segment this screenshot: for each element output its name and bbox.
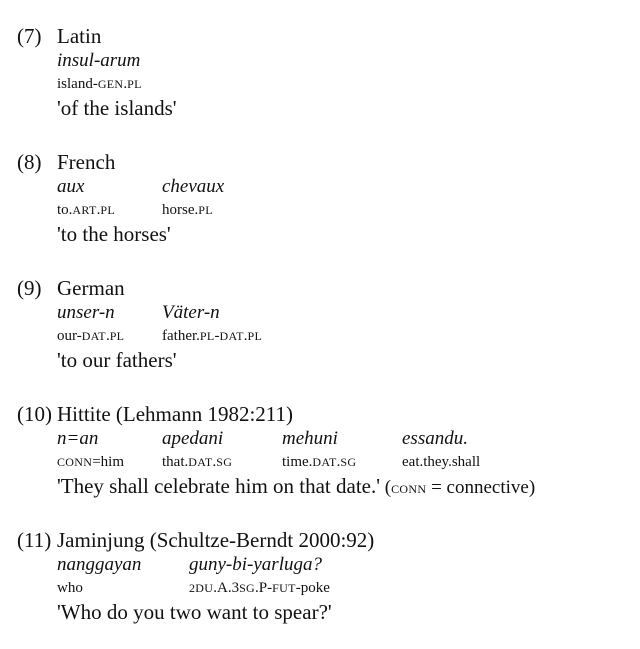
free-translation: 'to the horses' <box>57 222 171 246</box>
abbreviation-note <box>380 477 535 498</box>
free-translation: 'of the islands' <box>57 96 177 120</box>
interlinear-gloss <box>57 174 632 247</box>
gloss-line <box>57 325 632 347</box>
interlinear-gloss <box>57 552 632 625</box>
word: essandu. <box>402 428 468 449</box>
free-translation: 'to our fathers' <box>57 348 177 372</box>
gloss-segment: . <box>105 328 110 344</box>
language-name: Latin <box>57 24 102 48</box>
example-header <box>17 150 632 174</box>
word: unser-n <box>57 302 115 323</box>
word-line <box>57 174 632 199</box>
small-caps-abbreviation: 2DU <box>189 581 214 595</box>
gloss <box>57 577 83 599</box>
gloss <box>162 199 213 221</box>
gloss-segment: = connective) <box>426 477 536 498</box>
gloss <box>57 73 142 95</box>
word: mehuni <box>282 428 338 449</box>
example-number: (9) <box>17 276 42 300</box>
gloss-segment: eat.they.shall <box>402 454 481 470</box>
gloss <box>57 325 124 347</box>
gloss-segment: island- <box>57 76 98 92</box>
small-caps-abbreviation: ART <box>72 203 97 217</box>
word: n=an <box>57 428 99 449</box>
example-number: (10) <box>17 402 52 426</box>
small-caps-abbreviation: PL <box>198 203 213 217</box>
gloss-segment: that. <box>162 454 189 470</box>
word: chevaux <box>162 176 225 197</box>
gloss <box>402 451 480 473</box>
small-caps-abbreviation: DAT <box>81 329 106 343</box>
gloss-segment: to. <box>57 202 73 218</box>
small-caps-abbreviation: DAT <box>188 455 213 469</box>
gloss-segment: father. <box>162 328 200 344</box>
gloss-segment: =him <box>92 454 124 470</box>
small-caps-abbreviation: PL <box>199 329 215 343</box>
gloss-line <box>57 577 632 599</box>
word: Väter-n <box>162 302 220 323</box>
word: nanggayan <box>57 554 142 575</box>
gloss-segment: time. <box>282 454 313 470</box>
translation-text: 'They shall celebrate him on that date.' <box>57 474 381 498</box>
example-number: (8) <box>17 150 42 174</box>
language-name: French <box>57 150 116 174</box>
free-translation: 'Who do you two want to spear?' <box>57 600 332 624</box>
small-caps-abbreviation: SG <box>239 581 256 595</box>
word: apedani <box>162 428 224 449</box>
small-caps-abbreviation: DAT <box>219 329 244 343</box>
example-number: (11) <box>17 528 52 552</box>
gloss-line <box>57 451 632 473</box>
small-caps-abbreviation: PL <box>100 203 115 217</box>
free-translation <box>57 473 632 502</box>
example-number: (7) <box>17 24 42 48</box>
gloss <box>162 325 262 347</box>
interlinear-gloss <box>57 426 632 502</box>
word: guny-bi-yarluga? <box>189 554 322 575</box>
gloss-segment: .A.3 <box>213 580 240 596</box>
gloss-line <box>57 199 632 221</box>
small-caps-abbreviation: PL <box>127 77 142 91</box>
gloss <box>57 451 124 473</box>
example-header <box>17 24 632 48</box>
word-line <box>57 48 632 73</box>
gloss-segment: -poke <box>295 580 330 596</box>
small-caps-abbreviation: SG <box>216 455 233 469</box>
gloss-segment: . <box>212 454 217 470</box>
language-name: Hittite (Lehmann 1982:211) <box>57 402 294 426</box>
gloss-segment: - <box>214 328 220 344</box>
example-7 <box>17 24 632 121</box>
gloss-segment: . <box>336 454 341 470</box>
gloss-segment: our- <box>57 328 82 344</box>
gloss <box>282 451 356 473</box>
word-line <box>57 300 632 325</box>
example-11 <box>17 528 632 625</box>
example-header <box>17 528 632 552</box>
gloss-segment: . <box>96 202 101 218</box>
word: insul-arum <box>57 50 141 71</box>
small-caps-abbreviation: PL <box>109 329 125 343</box>
language-name: Jaminjung (Schultze-Berndt 2000:92) <box>57 528 375 552</box>
small-caps-abbreviation: PL <box>247 329 263 343</box>
small-caps-abbreviation: FUT <box>272 581 296 595</box>
gloss <box>189 577 330 599</box>
small-caps-abbreviation: SG <box>340 455 357 469</box>
interlinear-gloss <box>57 300 632 373</box>
example-10 <box>17 402 632 502</box>
word: aux <box>57 176 85 197</box>
gloss-segment: horse. <box>162 202 199 218</box>
gloss-segment: . <box>243 328 248 344</box>
word-line <box>57 426 632 451</box>
gloss-segment: . <box>123 76 128 92</box>
word-line <box>57 552 632 577</box>
example-header <box>17 276 632 300</box>
interlinear-gloss <box>57 48 632 121</box>
example-8 <box>17 150 632 247</box>
gloss-segment: who <box>57 580 83 596</box>
gloss-segment: .P- <box>255 580 273 596</box>
gloss-segment: ( <box>380 477 392 498</box>
small-caps-abbreviation: CONN <box>57 455 93 469</box>
small-caps-abbreviation: DAT <box>312 455 337 469</box>
gloss <box>57 199 115 221</box>
small-caps-abbreviation: GEN <box>97 77 124 91</box>
gloss <box>162 451 232 473</box>
example-9 <box>17 276 632 373</box>
example-header <box>17 402 632 426</box>
gloss-line <box>57 73 632 95</box>
small-caps-abbreviation: CONN <box>391 482 427 496</box>
language-name: German <box>57 276 125 300</box>
